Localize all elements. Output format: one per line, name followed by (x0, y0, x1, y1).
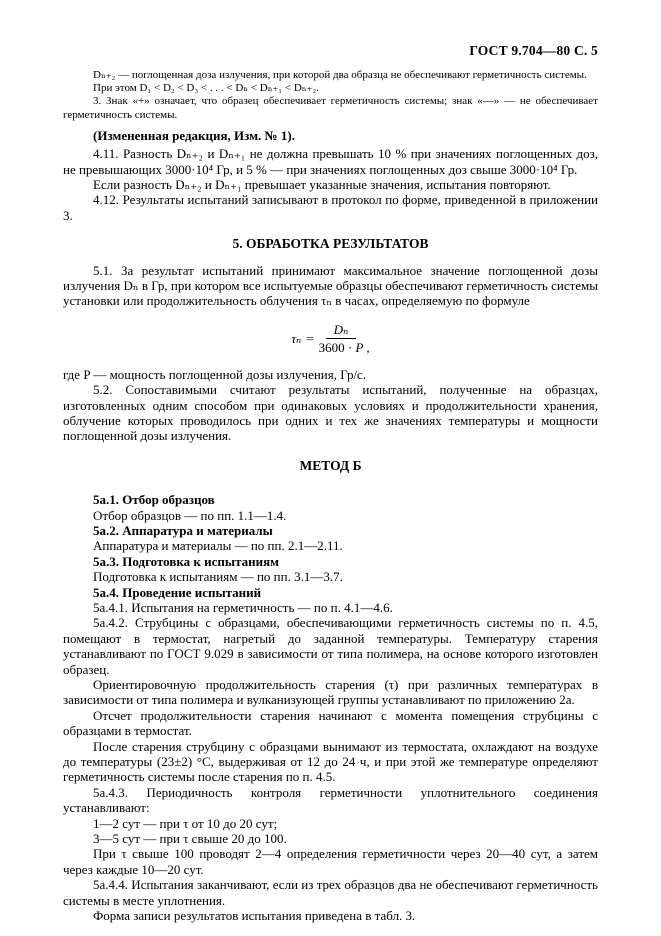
para-5-2: 5.2. Сопоставимыми считают результаты испытаний, полученные на образцах, изготовленных одним способом при одинаковых условиях и продолжительности хранения, облучение которых проводилось при одних и тех же значениях температуры и мощности поглощенной дозы излучения. (63, 382, 598, 444)
head-5a-2: 5а.2. Аппаратура и материалы (93, 522, 273, 538)
para-5a-4-2: 5а.4.2. Струбцины с образцами, обеспечивающими герметичность системы по п. 4.5, помещают в термостат, нагретый до заданной температуры. Температуру старения устанавливают по ГОСТ 9.029 в зависимости от типа полимера, на основе которого изготовлен образец. (63, 615, 598, 677)
para-4-11: 4.11. Разность Dₙ₊₂ и Dₙ₊₁ не должна превышать 10 % при значениях поглощенных доз, не превышающих 3000·10⁴ Гр, и 5 % — при значениях поглощенных доз свыше 3000·10⁴ Гр. (63, 146, 598, 177)
method-b-title: МЕТОД Б (299, 457, 362, 473)
head-5a-4: 5а.4. Проведение испытаний (93, 584, 262, 600)
page-header: ГОСТ 9.704—80 С. 5 (469, 43, 598, 58)
para-5a-4-2-d: После старения струбцину с образцами вынимают из термостата, охлаждают на воздухе до температуры (23±2) °С, выдерживая от 12 до 24 ч, и при этой же температуре определяют герметичность системы после старения по п. 4.5. (63, 738, 598, 785)
para-5a-2: Аппаратура и материалы — по пп. 2.1—2.11. (93, 538, 343, 554)
formula-den-var: P (355, 340, 364, 356)
para-5a-4-1: 5а.4.1. Испытания на герметичность — по п. 4.1—4.6. (93, 599, 393, 615)
para-5a-4-2-b: Ориентировочную продолжительность старения (τ) при различных температурах в зависимости от типа полимера и вулканизующей группы устанавливают по приложению 2а. (63, 677, 598, 708)
para-where-p: где P — мощность поглощенной дозы излучения, Гр/с. (63, 366, 367, 382)
formula-tau (63, 322, 598, 356)
formula-numerator: Dₙ (326, 322, 357, 339)
para-5a-4-3-cont: При τ свыше 100 проводят 2—4 определения герметичности через 20—40 сут, а затем через каждые 10—20 сут. (63, 846, 598, 877)
para-5a-4-3: 5а.4.3. Периодичность контроля герметичности уплотнительного соединения устанавливают: (63, 784, 598, 816)
note-block (63, 69, 598, 122)
note-definition: Dₙ₊₂ — поглощенная доза излучения, при которой два образца не обеспечивают герметичность системы. (93, 69, 587, 81)
head-5a-3: 5а.3. Подготовка к испытаниям (93, 553, 279, 569)
note-sign-meaning: 3. Знак «+» означает, что образец обеспечивает герметичность системы; знак «—» — не обеспечивает герметичность системы. (63, 95, 598, 121)
para-5a-4-3-item2: 3—5 сут — при τ свыше 20 до 100. (93, 831, 287, 847)
formula-fraction (319, 322, 364, 356)
para-4-11-cont: Если разность Dₙ₊₂ и Dₙ₊₁ превышает указанные значения, испытания повторяют. (93, 177, 551, 193)
para-5a-1: Отбор образцов — по пп. 1.1—1.4. (93, 507, 287, 523)
amendment-note: (Измененная редакция, Изм. № 1). (93, 127, 295, 143)
para-4-12: 4.12. Результаты испытаний записывают в протокол по форме, приведенной в приложении 3. (63, 192, 598, 223)
formula-den-coeff: 3600 · (318, 340, 353, 356)
para-5a-4-4: 5а.4.4. Испытания заканчивают, если из трех образцов два не обеспечивают герметичность системы в месте уплотнения. (63, 877, 598, 908)
note-inequality: При этом D₁ < D₂ < D₃ < . . . < Dₙ < Dₙ₊₁ < Dₙ₊₂. (93, 82, 319, 95)
para-5a-3: Подготовка к испытаниям — по пп. 3.1—3.7. (93, 569, 343, 585)
formula-equals: = (306, 331, 314, 347)
head-5a-1: 5а.1. Отбор образцов (93, 492, 215, 508)
para-5a-4-4-b: Форма записи результатов испытания приведена в табл. 3. (93, 908, 416, 924)
para-5a-4-3-item1: 1—2 сут — при τ от 10 до 20 сут; (93, 815, 278, 831)
formula-denominator (319, 339, 364, 355)
para-5a-4-2-c: Отсчет продолжительности старения начинают с момента помещения струбцины с образцами в термостат. (63, 707, 598, 739)
formula-trailer: , (366, 340, 370, 356)
para-5-1: 5.1. За результат испытаний принимают максимальное значение поглощенной дозы излучения Dₙ в Гр, при котором все испытуемые образцы обеспечивают герметичность системы установки или продолжительность облучения τₙ в часах, определяемую по формуле (63, 262, 598, 309)
formula-lhs: τₙ (291, 331, 302, 347)
section-5-title: 5. ОБРАБОТКА РЕЗУЛЬТАТОВ (232, 236, 429, 252)
